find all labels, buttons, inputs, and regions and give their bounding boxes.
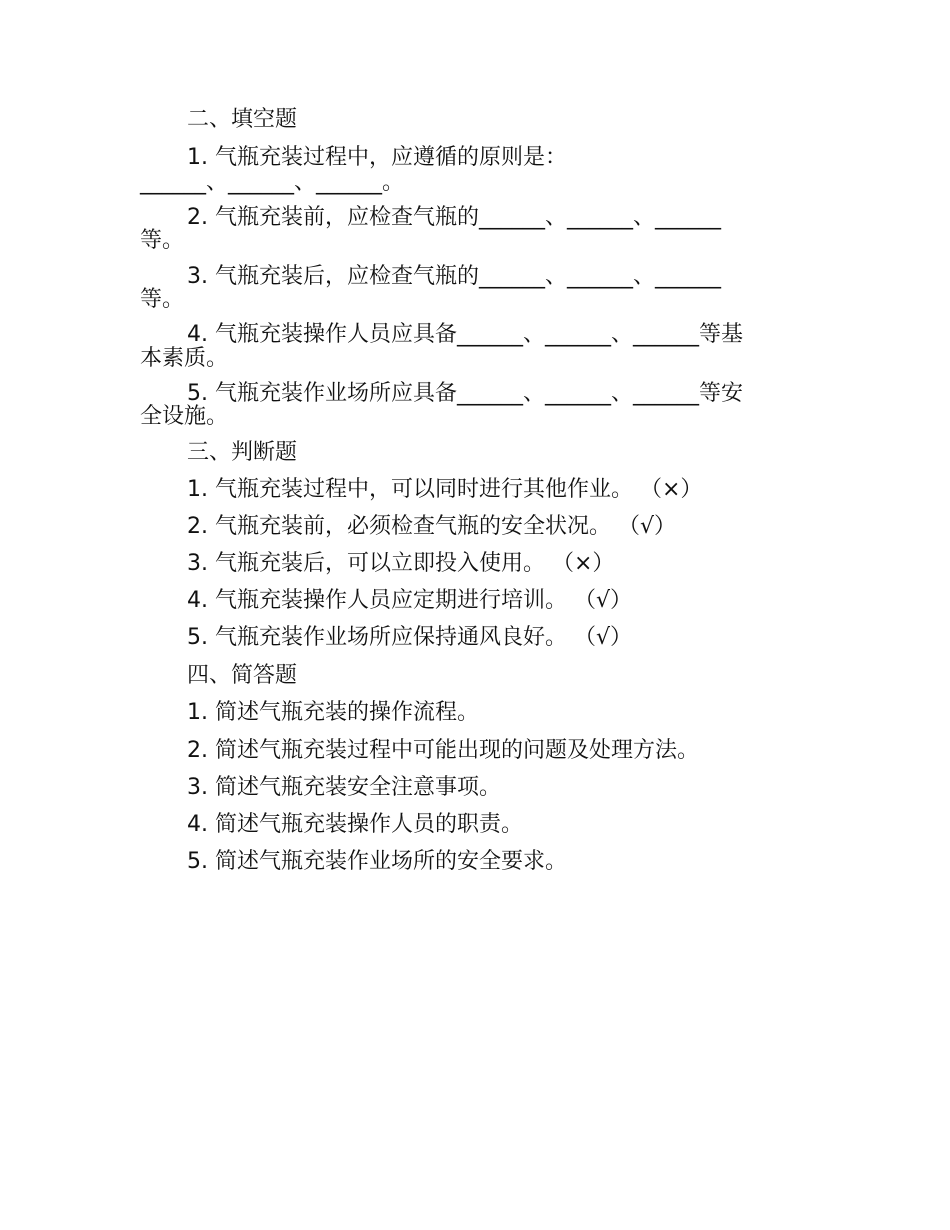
fill-blank-item-1-line1: 1. 气瓶充装过程中，应遵循的原则是：	[187, 145, 567, 170]
fill-blank-item-2-line1: 2. 气瓶充装前，应检查气瓶的______、______、______	[187, 205, 721, 230]
fill-blank-item-4-line2: 本素质。	[140, 346, 229, 371]
short-answer-item-3: 3. 简述气瓶充装安全注意事项。	[187, 775, 501, 800]
true-false-item-3: 3. 气瓶充装后，可以立即投入使用。 （×）	[187, 551, 615, 576]
section-heading-fill-blank: 二、填空题	[187, 107, 298, 132]
true-false-item-2: 2. 气瓶充装前，必须检查气瓶的安全状况。 （√）	[187, 514, 676, 539]
fill-blank-item-5-line2: 全设施。	[140, 404, 229, 429]
fill-blank-item-3-line1: 3. 气瓶充装后，应检查气瓶的______、______、______	[187, 264, 721, 289]
short-answer-item-4: 4. 简述气瓶充装操作人员的职责。	[187, 812, 523, 837]
short-answer-item-1: 1. 简述气瓶充装的操作流程。	[187, 700, 479, 725]
fill-blank-item-1-line2: ______、______、______。	[140, 170, 405, 195]
section-heading-short-answer: 四、简答题	[187, 663, 298, 688]
section-heading-true-false: 三、判断题	[187, 440, 298, 465]
short-answer-item-5: 5. 简述气瓶充装作业场所的安全要求。	[187, 849, 567, 874]
true-false-item-4: 4. 气瓶充装操作人员应定期进行培训。 （√）	[187, 588, 632, 613]
true-false-item-1: 1. 气瓶充装过程中，可以同时进行其他作业。 （×）	[187, 477, 703, 502]
fill-blank-item-4-line1: 4. 气瓶充装操作人员应具备______、______、______等基	[187, 322, 743, 347]
fill-blank-item-3-line2: 等。	[140, 287, 185, 312]
short-answer-item-2: 2. 简述气瓶充装过程中可能出现的问题及处理方法。	[187, 738, 699, 763]
fill-blank-item-2-line2: 等。	[140, 228, 185, 253]
true-false-item-5: 5. 气瓶充装作业场所应保持通风良好。 （√）	[187, 625, 632, 650]
fill-blank-item-5-line1: 5. 气瓶充装作业场所应具备______、______、______等安	[187, 381, 743, 406]
